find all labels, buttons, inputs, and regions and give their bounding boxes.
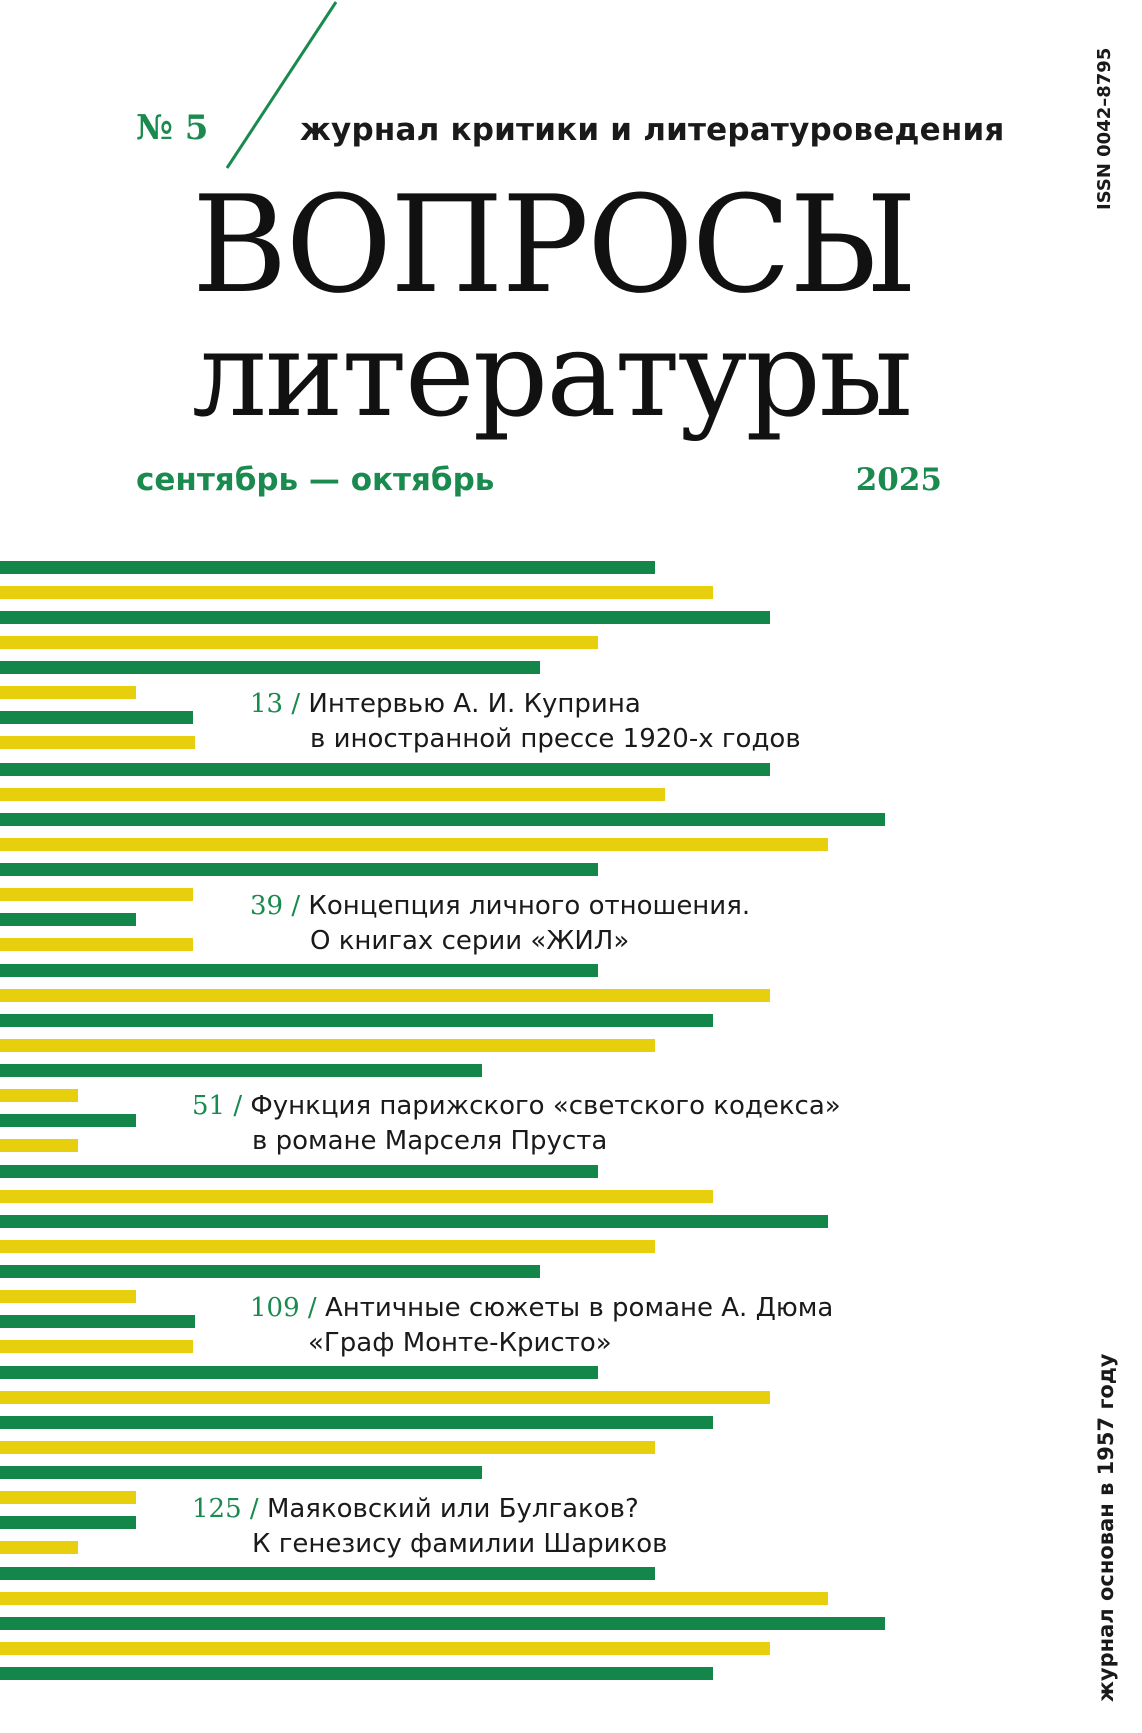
stripe	[0, 838, 828, 851]
article-entry	[250, 687, 801, 757]
article-title-line2: в романе Марселя Пруста	[252, 1126, 608, 1156]
issue-year: 2025	[855, 462, 942, 498]
journal-title-line1: ВОПРОСЫ	[192, 167, 916, 323]
stripe	[0, 863, 598, 876]
stripe	[0, 1617, 885, 1630]
separator-slash: /	[291, 891, 301, 921]
stripe	[0, 1114, 136, 1127]
stripe	[0, 1089, 78, 1102]
stripe	[0, 763, 770, 776]
stripe	[0, 1340, 193, 1353]
stripe	[0, 1366, 598, 1379]
stripe	[0, 661, 540, 674]
stripe	[0, 1190, 713, 1203]
stripe	[0, 1039, 655, 1052]
issue-number: № 5	[136, 108, 209, 148]
stripe	[0, 611, 770, 624]
stripe	[0, 788, 665, 801]
journal-title-line2: литературы	[192, 305, 911, 443]
stripe	[0, 1592, 828, 1605]
stripe	[0, 1667, 713, 1680]
stripe	[0, 1290, 136, 1303]
stripe	[0, 1491, 136, 1504]
stripe	[0, 964, 598, 977]
stripe	[0, 1642, 770, 1655]
article-title-line2: в иностранной прессе 1920-х годов	[310, 724, 801, 754]
separator-slash: /	[291, 689, 301, 719]
issue-months: сентябрь — октябрь	[136, 462, 495, 498]
article-title-line2: «Граф Монте-Кристо»	[308, 1328, 612, 1358]
issn-label: ISSN 0042–8795	[1094, 47, 1115, 210]
article-title-line1: Маяковский или Булгаков?	[266, 1494, 639, 1524]
stripe	[0, 586, 713, 599]
article-title-line1: Функция парижского «светского кодекса»	[250, 1091, 841, 1121]
stripe	[0, 1391, 770, 1404]
article-title-line1: Античные сюжеты в романе А. Дюма	[324, 1293, 834, 1323]
founded-label: журнал основан в 1957 году	[1094, 1353, 1118, 1702]
article-page: 125	[192, 1494, 242, 1524]
article-title-line1: Интервью А. И. Куприна	[308, 689, 641, 719]
article-title-line2: О книгах серии «ЖИЛ»	[310, 926, 630, 956]
stripe	[0, 913, 136, 926]
stripe	[0, 1567, 655, 1580]
stripe	[0, 1165, 598, 1178]
stripe	[0, 1466, 482, 1479]
stripe	[0, 686, 136, 699]
article-title-line2: К генезису фамилии Шариков	[252, 1529, 668, 1559]
article-entry	[250, 889, 750, 959]
article-entry	[250, 1291, 833, 1361]
article-page: 109	[250, 1293, 300, 1323]
stripe	[0, 736, 195, 749]
separator-slash: /	[233, 1091, 243, 1121]
stripe	[0, 1265, 540, 1278]
stripe	[0, 888, 193, 901]
stripe	[0, 1215, 828, 1228]
article-title-line1: Концепция личного отношения.	[308, 891, 751, 921]
article-page: 51	[192, 1091, 226, 1121]
stripe	[0, 561, 655, 574]
stripe	[0, 1541, 78, 1554]
separator-slash: /	[307, 1293, 317, 1323]
stripe	[0, 1139, 78, 1152]
stripe	[0, 1516, 136, 1529]
stripe	[0, 711, 193, 724]
stripe	[0, 1416, 713, 1429]
stripe	[0, 938, 193, 951]
stripe	[0, 1014, 713, 1027]
stripe	[0, 989, 770, 1002]
article-page: 39	[250, 891, 284, 921]
stripe	[0, 1441, 655, 1454]
stripe	[0, 1064, 482, 1077]
separator-slash: /	[249, 1494, 259, 1524]
journal-subtitle: журнал критики и литературоведения	[300, 112, 1005, 148]
stripe	[0, 813, 885, 826]
stripe	[0, 1240, 655, 1253]
stripe	[0, 636, 598, 649]
article-entry	[192, 1492, 667, 1562]
stripe	[0, 1315, 195, 1328]
article-page: 13	[250, 689, 284, 719]
article-entry	[192, 1089, 841, 1159]
